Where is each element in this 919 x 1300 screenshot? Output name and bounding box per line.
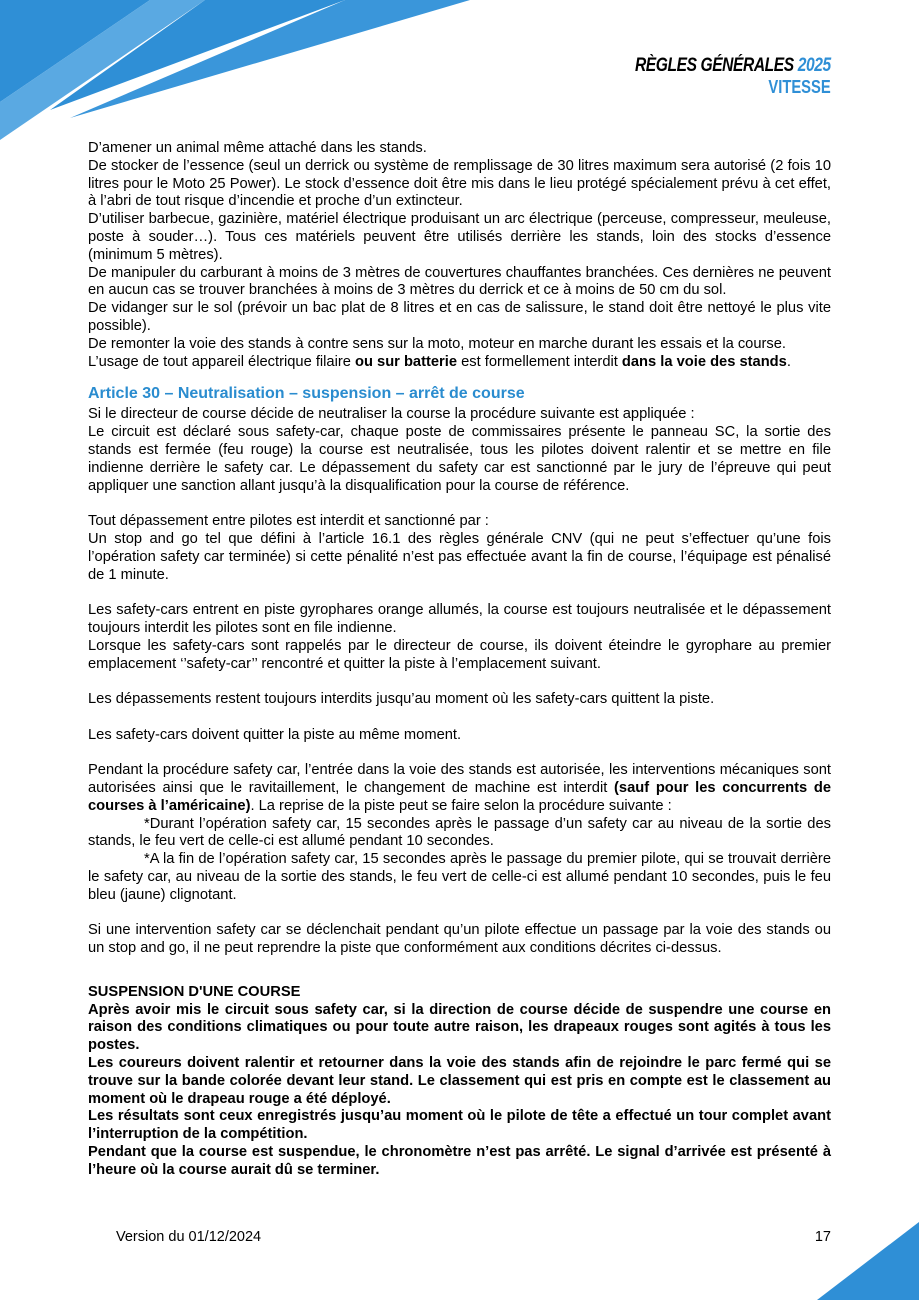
footer-triangle-graphic — [814, 1222, 919, 1300]
document-body — [88, 140, 831, 1180]
spacer — [88, 495, 831, 513]
header-title — [635, 56, 831, 75]
paragraph: De manipuler du carburant à moins de 3 mètres de couvertures chauffantes branchées. Ces dernières ne peuvent en aucun cas se trouver branchées à moins de 3 mètres du derrick et ce à moins de 50 cm du sol. — [88, 264, 831, 299]
text-run-bold: dans la voie des stands — [621, 353, 787, 370]
text-run-bold: (sauf pour les concurrents de courses à l’américaine) — [88, 780, 831, 814]
spacer — [88, 584, 831, 602]
text-run: Pendant la procédure safety car, l’entrée dans la voie des stands est autorisée, les interventions mécaniques sont autorisées ainsi que le ravitaillement, le changement de machine est interdit — [88, 762, 831, 797]
spacer — [88, 958, 831, 976]
footer-version: Version du 01/12/2024 — [116, 1229, 262, 1245]
text-run: . — [786, 353, 791, 370]
page-number: 17 — [814, 1229, 831, 1245]
paragraph — [88, 762, 831, 815]
paragraph: Les safety-cars doivent quitter la piste au même moment. — [88, 726, 462, 743]
paragraph: D’utiliser barbecue, gazinière, matériel électrique produisant un arc électrique (perceuse, compresseur, meuleuse, poste à souder…). Tous ces matériels peuvent être utilisés derrière les stands, loin des stocks d’essence (minimum 5 mètres). — [88, 211, 831, 263]
paragraph: Un stop and go tel que défini à l’article 16.1 des règles générale CNV (qui ne peut s’effectuer qu’une fois l’opération safety car terminée) si cette pénalité n’est pas effectuée avant la fin de course, l’équipage est pénalisé de 1 minute. — [88, 530, 831, 583]
text-run: . La reprise de la piste peut se faire selon la procédure suivante : — [250, 797, 672, 814]
paragraph: Tout dépassement entre pilotes est interdit et sanctionné par : — [88, 513, 489, 530]
paragraph-bold: Les coureurs doivent ralentir et retourner dans la voie des stands afin de rejoindre le parc fermé qui se trouve sur la bande colorée devant leur stand. Le classement qui est pris en compte est le classement au moment où le drapeau rouge a été déployé. — [88, 1055, 831, 1107]
paragraph: Lorsque les safety-cars sont rappelés par le directeur de course, ils doivent éteindre le gyrophare au premier emplacement ‘’safety-car’’ rencontré et quitter la piste à l’emplacement suivant. — [88, 637, 831, 672]
paragraph-bold: Après avoir mis le circuit sous safety car, si la direction de course décide de suspendre une course en raison des conditions climatiques ou pour toute autre raison, les drapeaux rouges sont agités à tous les postes. — [88, 1001, 831, 1054]
paragraph: De stocker de l’essence (seul un derrick ou système de remplissage de 30 litres maximum sera autorisé (2 fois 10 litres pour le Moto 25 Power). Le stock d’essence doit être mis dans le lieu protégé spécialement prévu à cet effet, à l’abri de tout risque d’incendie et proche d’un extincteur. — [88, 157, 831, 210]
paragraph: Si une intervention safety car se déclenchait pendant qu’un pilote effectue un passage par la voie des stands ou un stop and go, il ne peut reprendre la piste que conformément aux conditions décrites ci-dessus. — [88, 922, 831, 957]
header-stripes-graphic — [0, 0, 480, 145]
document-header — [592, 56, 831, 96]
paragraph: Si le directeur de course décide de neutraliser la course la procédure suivante est appliquée : — [88, 406, 695, 423]
paragraph: Les safety-cars entrent en piste gyrophares orange allumés, la course est toujours neutralisée et le dépassement toujours interdit les pilotes sont en file indienne. — [88, 602, 831, 636]
paragraph-bold: Pendant que la course est suspendue, le chronomètre n’est pas arrêté. Le signal d’arrivée est présenté à l’heure où la course aurait dû se terminer. — [88, 1144, 831, 1178]
paragraph: Le circuit est déclaré sous safety-car, chaque poste de commissaires présente le panneau SC, la sortie des stands est fermée (feu rouge) la course est neutralisée, tous les pilotes doivent ralentir et se mettre en file indienne derrière le safety car. Le dépassement du safety car est sanctionné par le jury de l’épreuve qui peut appliquer une sanction allant jusqu’à la disqualification pour la course de référence. — [88, 424, 831, 494]
spacer — [88, 673, 831, 691]
header-title-year: 2025 — [797, 55, 831, 76]
spacer — [88, 745, 831, 763]
article-title: Article 30 – Neutralisation – suspension – arrêt de course — [88, 385, 525, 403]
spacer — [88, 709, 831, 727]
paragraph-bold: Les résultats sont ceux enregistrés jusqu’au moment où le pilote de tête a effectué un tour complet avant l’interruption de la compétition. — [88, 1108, 831, 1143]
paragraph: Les dépassements restent toujours interdits jusqu’au moment où les safety-cars quittent la piste. — [88, 691, 715, 708]
paragraph — [88, 354, 831, 372]
text-run: L’usage de tout appareil électrique filaire — [88, 353, 355, 370]
section-heading: SUSPENSION D'UNE COURSE — [88, 983, 301, 1000]
paragraph: D’amener un animal même attaché dans les stands. — [88, 140, 427, 156]
header-title-main: RÈGLES GÉNÉRALES — [635, 55, 795, 76]
paragraph-indented: *A la fin de l’opération safety car, 15 secondes après le passage du premier pilote, qui se trouvait derrière le safety car, au niveau de la sortie des stands, le feu vert de celle-ci est allumé pendant 10 secondes, puis le feu bleu (jaune) clignotant. — [88, 851, 831, 903]
paragraph: De remonter la voie des stands à contre sens sur la moto, moteur en marche durant les essais et la course. — [88, 335, 786, 352]
spacer — [88, 905, 831, 923]
paragraph: De vidanger sur le sol (prévoir un bac plat de 8 litres et en cas de salissure, le stand doit être nettoyé le plus vite possible). — [88, 300, 831, 334]
header-subtitle: VITESSE — [768, 77, 831, 97]
paragraph-indented: *Durant l’opération safety car, 15 secondes après le passage d’un safety car au niveau de la sortie des stands, le feu vert de celle-ci est allumé pendant 10 secondes. — [88, 815, 831, 850]
text-run: est formellement interdit — [457, 353, 622, 370]
text-run-bold: ou sur batterie — [355, 353, 458, 370]
